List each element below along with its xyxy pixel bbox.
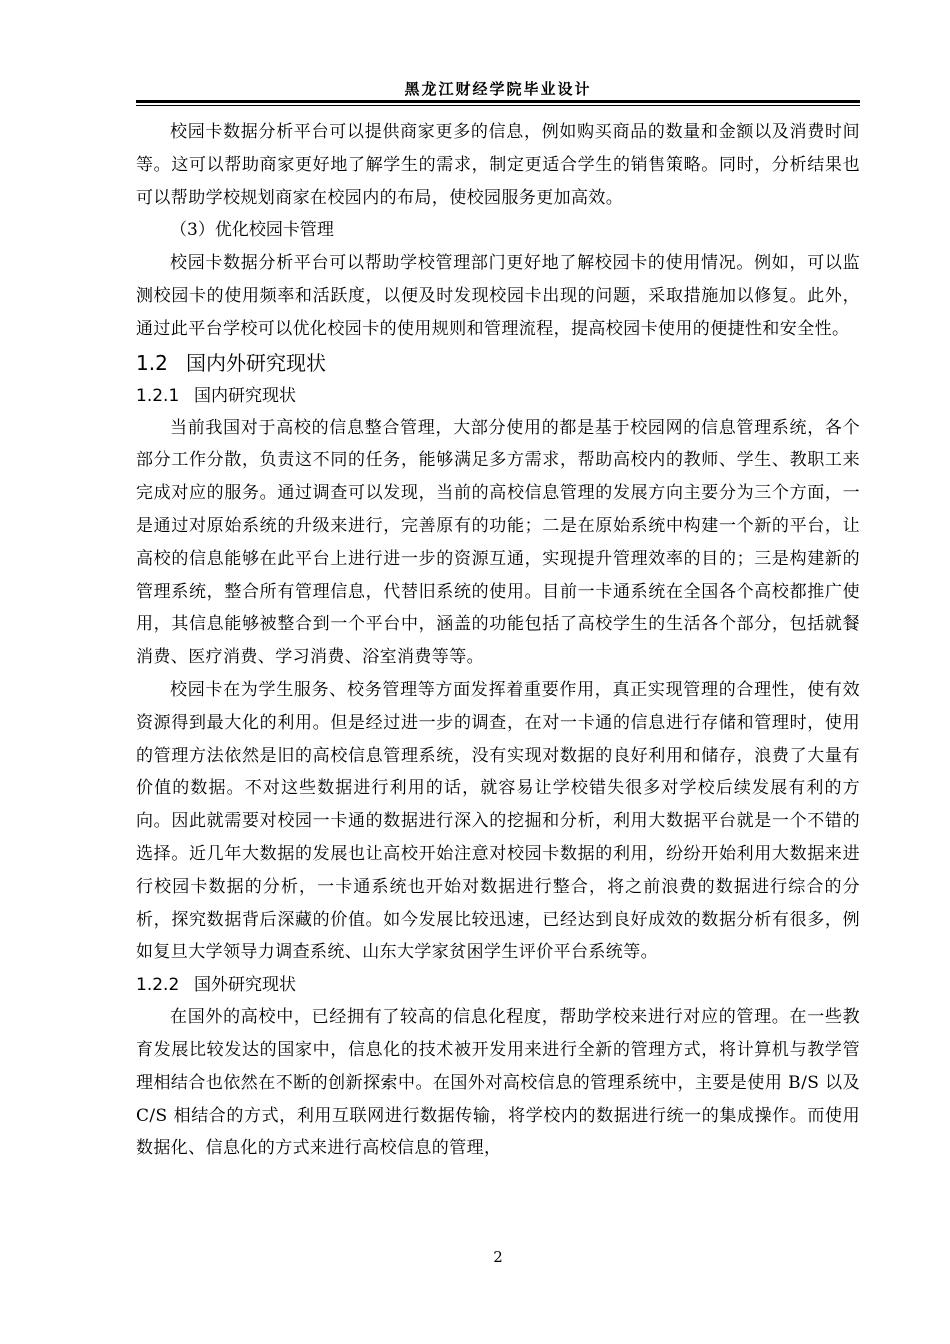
paragraph-card-management: 校园卡数据分析平台可以帮助学校管理部门更好地了解校园卡的使用情况。例如，可以监测校园卡的使用频率和活跃度，以便及时发现校园卡出现的问题，采取措施加以修复。此外，通过此平台学校可以优化校园卡的使用规则和管理流程，提高校园卡使用的便捷性和安全性。 [136,253,860,339]
page-number: 2 [493,1248,503,1266]
section-heading-1-2 [136,346,860,380]
section-title: 国内外研究现状 [186,350,326,375]
page-header-title: 黑龙江财经学院毕业设计 [404,80,592,98]
paragraph-merchant-info: 校园卡数据分析平台可以提供商家更多的信息，例如购买商品的数量和金额以及消费时间等。这可以帮助商家更好地了解学生的需求，制定更适合学生的销售策略。同时，分析结果也可以帮助学校规划商家在校园内的布局，使校园服务更加高效。 [136,122,860,208]
paragraph-domestic-status-2: 校园卡在为学生服务、校务管理等方面发挥着重要作用，真正实现管理的合理性，使有效资源得到最大化的利用。但是经过进一步的调查，在对一卡通的信息进行存储和管理时，使用的管理方法依然是旧的高校信息管理系统，没有实现对数据的良好利用和储存，浪费了大量有价值的数据。不对这些数据进行利用的话，就容易让学校错失很多对学校后续发展有利的方向。因此就需要对校园一卡通的数据进行深入的挖掘和分析，利用大数据平台就是一个不错的选择。近几年大数据的发展也让高校开始注意对校园卡数据的利用，纷纷开始利用大数据来进行校园卡数据的分析，一卡通系统也开始对数据进行整合，将之前浪费的数据进行综合的分析，探究数据背后深藏的价值。如今发展比较迅速，已经达到良好成效的数据分析有很多，例如复旦大学领导力调查系统、山东大学家贫困学生评价平台系统等。 [136,679,860,963]
paragraph-domestic-status-1: 当前我国对于高校的信息整合管理，大部分使用的都是基于校园网的信息管理系统，各个部分工作分散，负责这不同的任务，能够满足多方需求，帮助高校内的教师、学生、教职工来完成对应的服务。通过调查可以发现，当前的高校信息管理的发展方向主要分为三个方面，一是通过对原始系统的升级来进行，完善原有的功能；二是在原始系统中构建一个新的平台，让高校的信息能够在此平台上进行进一步的资源互通，实现提升管理效率的目的；三是构建新的管理系统，整合所有管理信息，代替旧系统的使用。目前一卡通系统在全国各个高校都推广使用，其信息能够被整合到一个平台中，涵盖的功能包括了高校学生的生活各个部分，包括就餐消费、医疗消费、学习消费、浴室消费等等。 [136,417,860,668]
section-number: 1.2.1 [136,385,180,406]
subheading-optimize-card: （3）优化校园卡管理 [170,220,334,241]
section-title: 国外研究现状 [194,975,296,996]
section-title: 国内研究现状 [194,385,296,406]
paragraph-foreign-status: 在国外的高校中，已经拥有了较高的信息化程度，帮助学校来进行对应的管理。在一些教育发展比较发达的国家中，信息化的技术被开发用来进行全新的管理方式，将计算机与教学管理相结合也依然在不断的创新探索中。在国外对高校信息的管理系统中，主要是使用 B/S 以及 C/S 相结合的方式，利用互联网进行数据传输，将学校内的数据进行统一的集成操作。而使用数据化、信息化的方式来进行高校信息的管理， [136,1007,860,1159]
page-body [136,116,860,1165]
section-heading-1-2-2 [136,969,860,1001]
section-number: 1.2.2 [136,975,180,996]
header-rule-thin [136,105,860,106]
section-number: 1.2 [136,350,168,375]
section-heading-1-2-1 [136,380,860,412]
header-rule-thick [136,100,860,103]
